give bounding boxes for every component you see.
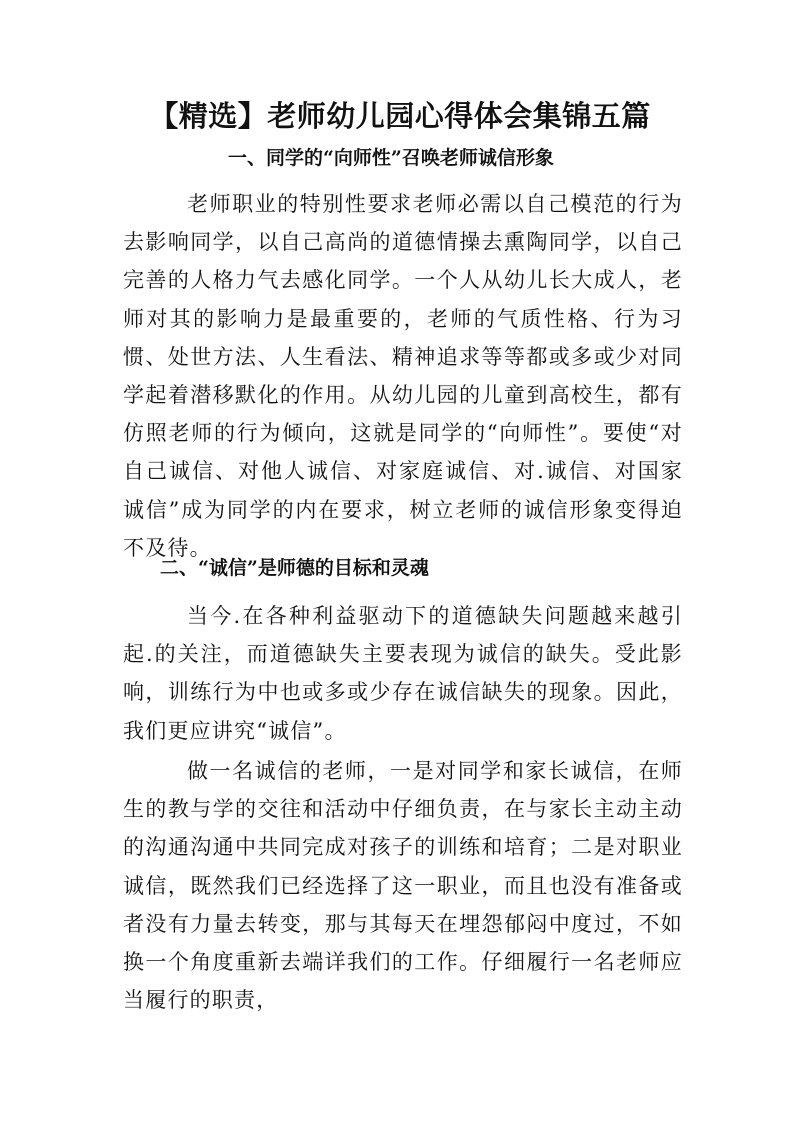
section-2-paragraph-2: 做一名诚信的老师，一是对同学和家长诚信，在师生的教与学的交往和活动中仔细负责，在与家长主动主动的沟通沟通中共同完成对孩子的训练和培育；二是对职业诚信，既然我们已经选择了这一职业，而且也没有准备或者没有力量去转变，那与其每天在埋怨郁闷中度过，不如换一个角度重新去端详我们的工作。仔细履行一名老师应当履行的职责，	[123, 759, 683, 1013]
document-title: 【精选】老师幼儿园心得体会集锦五篇	[149, 99, 651, 133]
section-1-heading: 一、同学的“向师性”召唤老师诚信形象	[228, 147, 554, 169]
section-2-heading: 二、“诚信”是师德的目标和灵魂	[160, 557, 429, 579]
section-1-paragraph: 老师职业的特别性要求老师必需以自己模范的行为去影响同学，以自己高尚的道德情操去熏陶同学，以自己完善的人格力气去感化同学。一个人从幼儿长大成人，老师对其的影响力是最重要的，老师的气质性格、行为习惯、处世方法、人生看法、精神追求等等都或多或少对同学起着潜移默化的作用。从幼儿园的儿童到高校生，都有仿照老师的行为倾向，这就是同学的“向师性”。要使“对自己诚信、对他人诚信、对家庭诚信、对.诚信、对国家诚信”成为同学的内在要求，树立老师的诚信形象变得迫不及待。	[123, 192, 683, 560]
section-2-paragraph-1: 当今.在各种利益驱动下的道德缺失问题越来越引起.的关注，而道德缺失主要表现为诚信的缺失。受此影响，训练行为中也或多或少存在诚信缺失的现象。因此，我们更应讲究“诚信”。	[123, 604, 683, 743]
